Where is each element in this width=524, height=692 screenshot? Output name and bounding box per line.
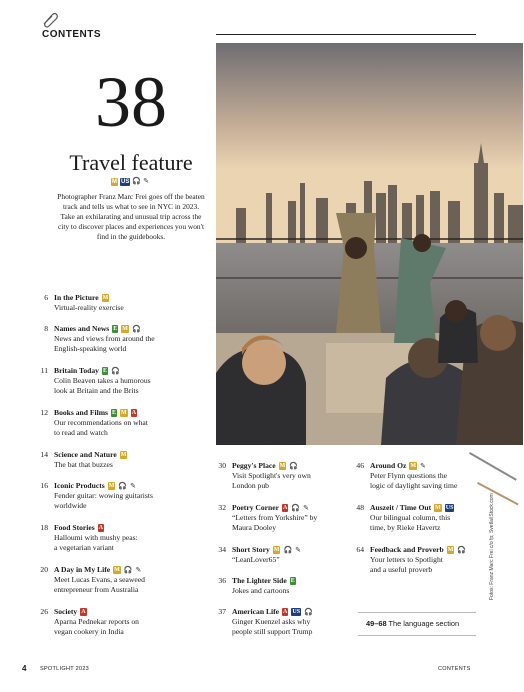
entry-desc: London pub <box>232 481 269 490</box>
language-section-range: 49–68 <box>366 619 387 628</box>
entry-page: 64 <box>356 545 364 554</box>
level-badge-medium: M <box>112 179 118 185</box>
exercise-icon: ✎ <box>295 546 302 554</box>
entry-page: 34 <box>218 545 226 554</box>
feature-title: Travel feature <box>69 150 193 175</box>
entry-title: Names and News <box>54 324 110 333</box>
entry-page: 46 <box>356 461 364 470</box>
headphones-icon: 🎧 <box>304 608 313 616</box>
entry-desc: time, by Rieke Havertz <box>370 523 441 532</box>
language-section-title: The language section <box>388 619 460 628</box>
entry-desc: Meet Lucas Evans, a seaweed <box>54 575 145 584</box>
entry-desc: worldwide <box>54 501 87 510</box>
entry-title: Books and Films <box>54 408 109 417</box>
footer-section: CONTENTS <box>438 666 471 672</box>
entry-page: 26 <box>40 607 48 616</box>
exercise-icon: ✎ <box>143 178 149 185</box>
level-badge: M <box>410 463 417 469</box>
entry-desc: Halloumi with mushy peas: <box>54 533 138 542</box>
pencil-decoration <box>477 482 519 505</box>
paperclip-icon <box>40 10 60 30</box>
feature-photo <box>216 43 523 445</box>
feature-page-number: 38 <box>95 62 167 142</box>
level-badge: A <box>131 410 137 416</box>
level-badge: M <box>114 567 120 573</box>
headphones-icon: 🎧 <box>289 462 299 470</box>
entry-page: 37 <box>218 607 226 616</box>
entry-desc: Visit Spotlight's very own <box>232 471 311 480</box>
entry-desc: and a useful proverb <box>370 565 433 574</box>
entry-desc: to read and watch <box>54 428 108 437</box>
language-section-label <box>366 619 459 628</box>
badge-us: US <box>121 179 130 185</box>
level-badge: M <box>108 483 115 489</box>
entry-title: Feedback and Proverb <box>370 545 444 554</box>
headphones-icon: 🎧 <box>131 325 141 333</box>
level-badge: M <box>120 452 127 458</box>
entry-title: Food Stories <box>54 523 95 532</box>
entry-desc: Peter Flynn questions the <box>370 471 447 480</box>
entry-title: Britain Today <box>54 366 99 375</box>
entry-page: 18 <box>40 523 48 532</box>
entry-desc: “Letters from Yorkshire” by <box>232 513 318 522</box>
headphones-icon: 🎧 <box>123 566 133 574</box>
entry-page: 32 <box>218 503 226 512</box>
exercise-icon: ✎ <box>420 462 426 470</box>
level-badge: M <box>447 547 454 553</box>
entry-desc: “LeanLover65” <box>232 555 280 564</box>
level-badge: E <box>113 326 118 332</box>
entry-desc: people still support Trump <box>232 627 313 636</box>
entry-desc: News and views from around the <box>54 334 155 343</box>
entry-desc: logic of daylight saving time <box>370 481 458 490</box>
level-badge: A <box>283 609 288 615</box>
entry-title: Society <box>54 607 78 616</box>
entry-title: Peggy's Place <box>232 461 276 470</box>
entry-desc: English-speaking world <box>54 344 127 353</box>
entry-page: 8 <box>44 324 48 333</box>
entry-title: Poetry Corner <box>232 503 280 512</box>
entry-desc: Your letters to Spotlight <box>370 555 443 564</box>
entry-page: 6 <box>44 293 48 302</box>
level-badge: E <box>290 578 295 584</box>
entry-desc: vegan cookery in India <box>54 627 124 636</box>
entry-desc: The bat that buzzes <box>54 460 113 469</box>
entry-page: 16 <box>40 481 48 490</box>
entry-desc: Ginger Kuenzel asks why <box>232 617 311 626</box>
level-badge: M <box>122 326 128 332</box>
entry-desc: Maura Dooley <box>232 523 277 532</box>
badge-us: US <box>292 609 301 615</box>
footer-magazine: SPOTLIGHT 2023 <box>40 666 90 672</box>
level-badge: A <box>283 505 288 511</box>
photo-credit: Fotos: Franz Marc Frei c/o fp; Svetla/iStock.com <box>489 493 495 600</box>
entry-page: 48 <box>356 503 364 512</box>
level-badge: M <box>435 505 441 511</box>
level-badge: A <box>81 609 86 615</box>
entry-title: Around Oz <box>370 461 407 470</box>
entry-desc: Jokes and cartoons <box>232 586 290 595</box>
feature-description: Photographer Franz Marc Frei goes off the beaten track and tells us what to see in NYC in 2023. Take an exhilarating and unusual trip across the city to discover places and experiences you won't find in the guidebooks. <box>57 192 205 241</box>
entry-page: 36 <box>218 576 226 585</box>
entry-title: A Day in My Life <box>54 565 111 574</box>
footer-page-number: 4 <box>22 664 27 673</box>
exercise-icon: ✎ <box>135 566 142 574</box>
level-badge: E <box>112 410 117 416</box>
entry-desc: Fender guitar: wowing guitarists <box>54 491 153 500</box>
entry-desc: Colin Beaven takes a humorous <box>54 376 151 385</box>
level-badge: M <box>273 547 280 553</box>
headphones-icon: 🎧 <box>283 546 293 554</box>
entry-desc: entrepreneur from Australia <box>54 585 139 594</box>
headphones-icon: 🎧 <box>118 482 128 490</box>
headphones-icon: 🎧 <box>291 504 301 512</box>
entry-title: Auszeit / Time Out <box>370 503 432 512</box>
language-section-box[interactable] <box>358 612 476 636</box>
entry-title: Iconic Products <box>54 481 105 490</box>
entry-title: The Lighter Side <box>232 576 287 585</box>
exercise-icon: ✎ <box>130 482 136 490</box>
entry-title: Science and Nature <box>54 450 117 459</box>
entry-desc: Aparna Pednekar reports on <box>54 617 139 626</box>
exercise-icon: ✎ <box>303 504 309 512</box>
entry-title: American Life <box>232 607 280 616</box>
section-label: CONTENTS <box>42 29 101 40</box>
headphones-icon: 🎧 <box>457 546 467 554</box>
level-badge: M <box>121 410 127 416</box>
feature-badges <box>108 178 152 186</box>
headphones-icon: 🎧 <box>132 178 142 185</box>
level-badge: A <box>98 525 104 531</box>
entry-desc: a vegetarian variant <box>54 543 114 552</box>
badge-us: US <box>445 505 454 511</box>
header-divider <box>216 34 476 35</box>
entry-title: In the Picture <box>54 293 99 302</box>
level-badge: E <box>102 368 107 374</box>
level-badge: M <box>102 295 109 301</box>
headphones-icon: 🎧 <box>110 367 120 375</box>
level-badge: M <box>279 463 286 469</box>
pen-decoration <box>469 452 517 481</box>
entry-desc: Our bilingual column, this <box>370 513 451 522</box>
entry-page: 30 <box>218 461 226 470</box>
entry-desc: Virtual-reality exercise <box>54 303 124 312</box>
entry-desc: Our recommendations on what <box>54 418 148 427</box>
entry-page: 11 <box>40 366 48 375</box>
entry-page: 20 <box>40 565 48 574</box>
entry-title: Short Story <box>232 545 270 554</box>
entry-page: 14 <box>40 450 48 459</box>
entry-page: 12 <box>40 408 48 417</box>
entry-desc: look at Britain and the Brits <box>54 386 139 395</box>
